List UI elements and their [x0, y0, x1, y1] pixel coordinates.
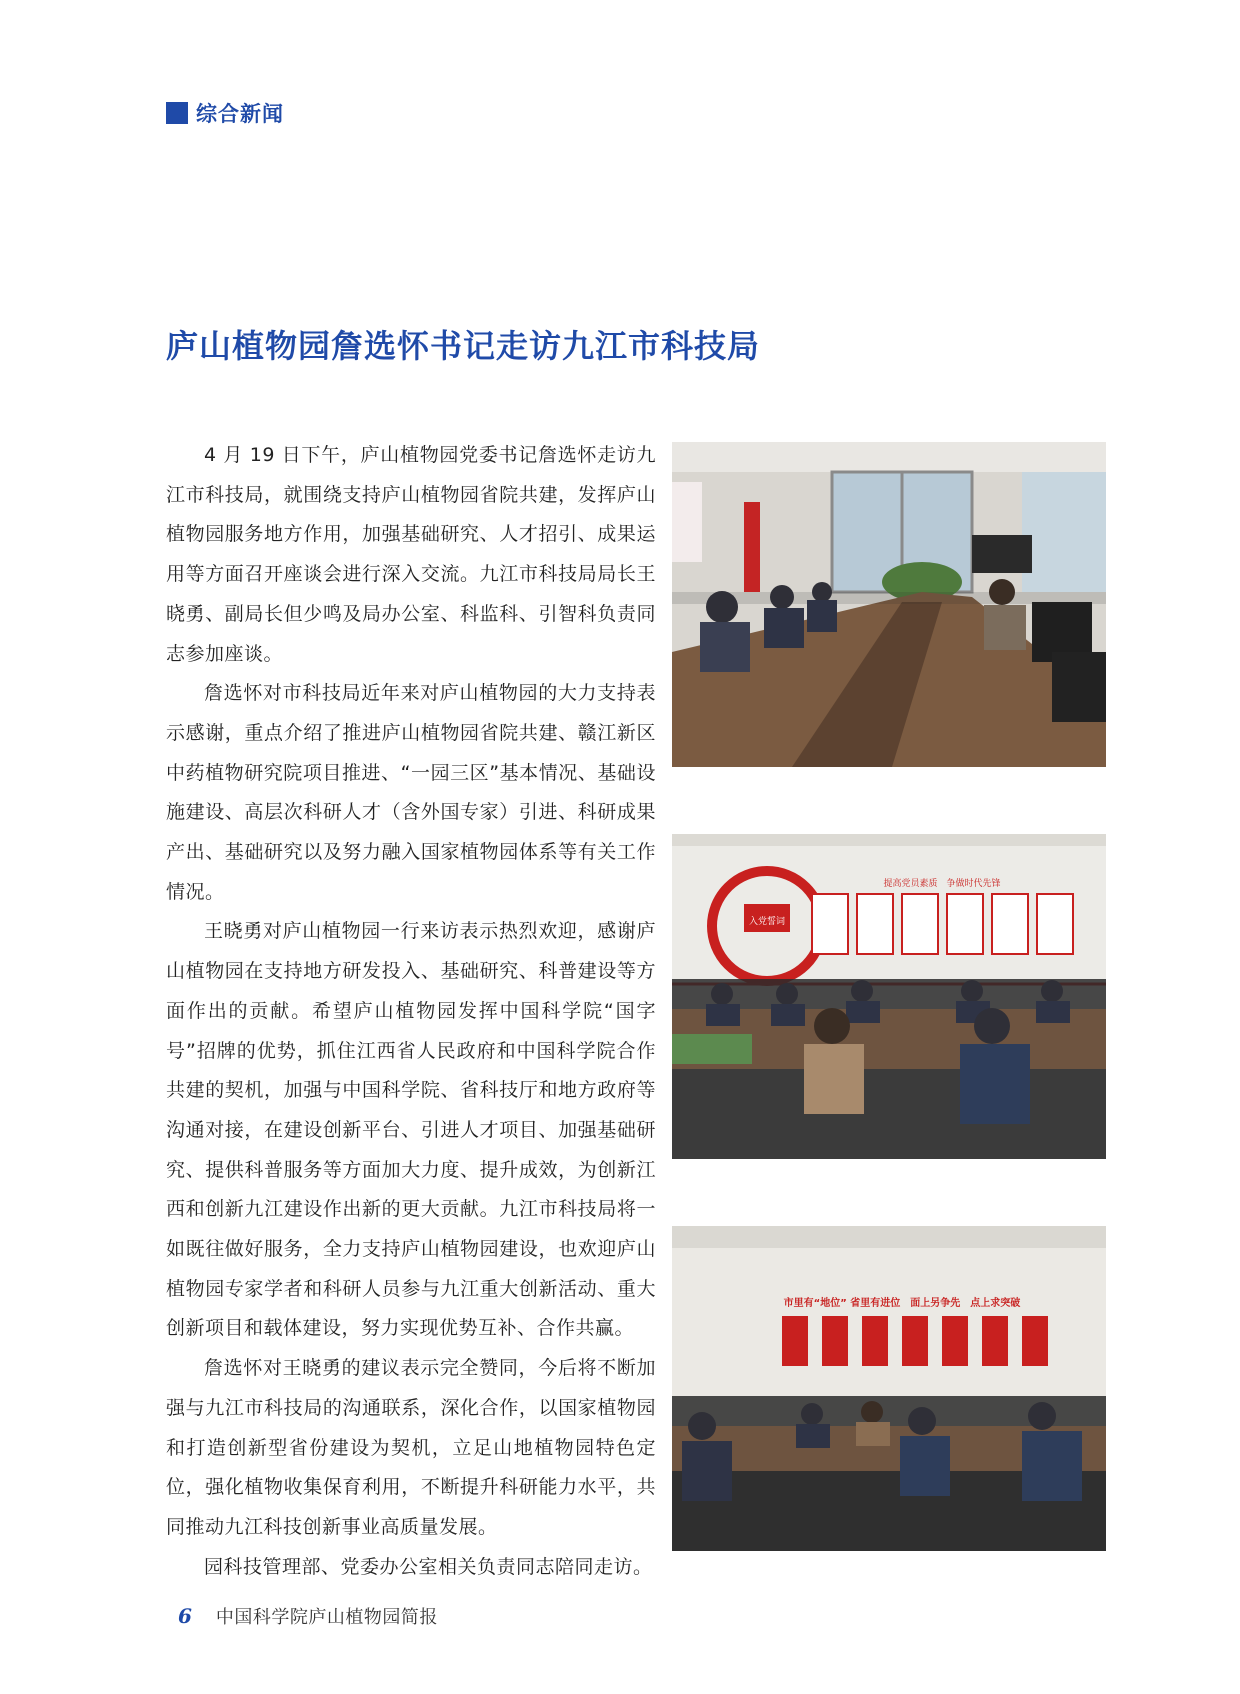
article-title: 庐山植物园詹选怀书记走访九江市科技局 — [166, 327, 761, 365]
meeting-photo-1 — [672, 442, 1106, 767]
meeting-photo-2 — [672, 834, 1106, 1159]
paragraph: 詹选怀对市科技局近年来对庐山植物园的大力支持表示感谢，重点介绍了推进庐山植物园省院共建、赣江新区中药植物研究院项目推进、“一园三区”基本情况、基础设施建设、高层次科研人才（含外国专家）引进、科研成果产出、基础研究以及努力融入国家植物园体系等有关工作情况。 — [166, 682, 656, 903]
paragraph: 王晓勇对庐山植物园一行来访表示热烈欢迎，感谢庐山植物园在支持地方研发投入、基础研究、科普建设等方面作出的贡献。希望庐山植物园发挥中国科学院“国字号”招牌的优势，抓住江西省人民政府和中国科学院合作共建的契机，加强与中国科学院、省科技厅和地方政府等沟通对接，在建设创新平台、引进人才项目、加强基础研究、提供科普服务等方面加大力度、提升成效，为创新江西和创新九江建设作出新的更大贡献。九江市科技局将一如既往做好服务，全力支持庐山植物园建设，也欢迎庐山植物园专家学者和科研人员参与九江重大创新活动、重大创新项目和载体建设，努力实现优势互补、合作共赢。 — [166, 920, 656, 1340]
section-marker — [166, 102, 188, 124]
meeting-photo-2-image — [672, 834, 1106, 1159]
paragraph: 4 月 19 日下午，庐山植物园党委书记詹选怀走访九江市科技局，就围绕支持庐山植物园省院共建，发挥庐山植物园服务地方作用，加强基础研究、人才招引、成果运用等方面召开座谈会进行深入交流。九江市科技局局长王晓勇、副局长但少鸣及局办公室、科监科、引智科负责同志参加座谈。 — [166, 444, 656, 665]
paragraph: 园科技管理部、党委办公室相关负责同志陪同走访。 — [204, 1555, 653, 1578]
meeting-photo-1-image — [672, 442, 1106, 767]
section-header — [166, 101, 284, 125]
journal-name: 中国科学院庐山植物园简报 — [215, 1607, 438, 1628]
photo2-banner: 提高党员素质 争做时代先锋 — [883, 879, 1001, 889]
page-number: 6 — [178, 1604, 192, 1628]
article-body — [166, 436, 656, 1587]
paragraph: 詹选怀对王晓勇的建议表示完全赞同，今后将不断加强与九江市科技局的沟通联系，深化合作，以国家植物园和打造创新型省份建设为契机，立足山地植物园特色定位，强化植物收集保育利用，不断提升科研能力水平，共同推动九江科技创新事业高质量发展。 — [166, 1357, 656, 1538]
photo2-board-title: 入党誓词 — [748, 917, 786, 927]
page-footer — [178, 1603, 438, 1629]
meeting-photo-3 — [672, 1226, 1106, 1551]
photo3-banner: 市里有“地位” 省里有进位 面上另争先 点上求突破 — [783, 1298, 1021, 1309]
meeting-photo-3-image — [672, 1226, 1106, 1551]
section-title: 综合新闻 — [196, 102, 284, 126]
